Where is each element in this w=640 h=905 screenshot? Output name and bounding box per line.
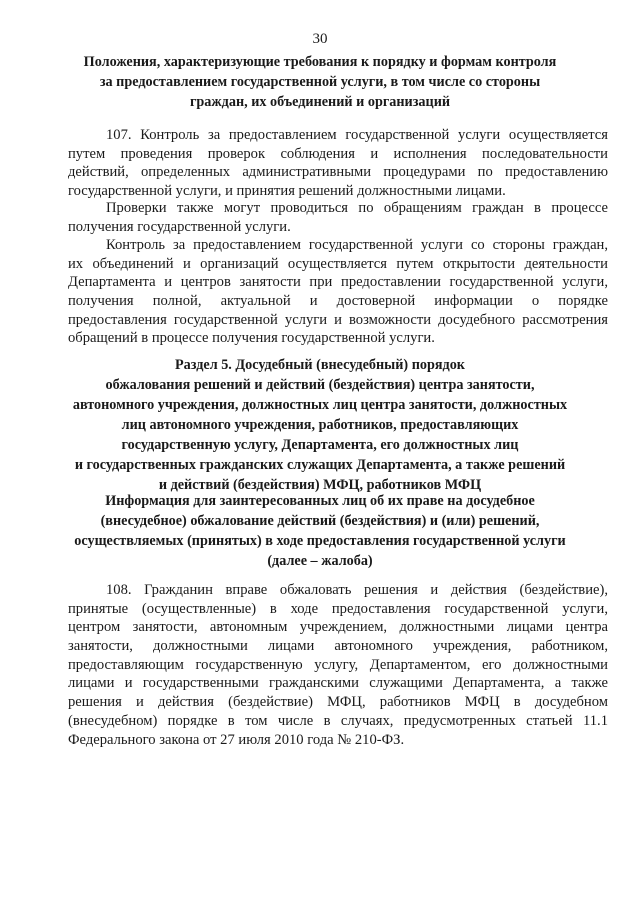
heading-line: граждан, их объединений и организаций <box>189 94 451 110</box>
heading-line: Информация для заинтересованных лиц об их праве на досудебное <box>105 493 535 509</box>
paragraph-line: центром занятости, автономным учреждением, должностными лицами центра <box>68 619 608 636</box>
heading-line: за предоставлением государственной услуги, в том числе со стороны <box>99 74 541 90</box>
paragraph-line: Федерального закона от 27 июля 2010 года № 210-ФЗ. <box>68 731 405 748</box>
page-number: 30 <box>312 31 328 47</box>
paragraph-line: получения государственной услуги. <box>68 218 291 235</box>
paragraph-line: решения и действия (бездействие) МФЦ, работников МФЦ в досудебном <box>68 694 608 711</box>
paragraph-line: Контроль за предоставлением государственной услуги со стороны граждан, <box>106 237 608 253</box>
heading-line: Положения, характеризующие требования к порядку и формам контроля <box>83 54 557 70</box>
heading-section-5 <box>68 355 572 495</box>
paragraph-line: 108. Гражданин вправе обжаловать решения и действия (бездействие), <box>106 582 608 598</box>
paragraph-line: государственной услуги, и принятия решений должностными лицами. <box>68 183 506 200</box>
paragraph-line: их объединений и организаций осуществляется путем открытости деятельности <box>68 255 608 272</box>
paragraph-line: занятости, должностными лицами автономного учреждения, работником, <box>68 638 608 655</box>
heading-line: и государственных гражданских служащих Департамента, а также решений <box>74 457 566 473</box>
heading-line: Раздел 5. Досудебный (внесудебный) порядок <box>175 357 465 373</box>
paragraph-line: получения полной, актуальной и достоверной информации о порядке <box>68 293 608 310</box>
paragraph-line: путем проведения проверок соблюдения и исполнения последовательности <box>68 145 608 162</box>
heading-complaint-info <box>68 491 572 571</box>
paragraph-line: предоставления государственной услуги и возможности досудебного рассмотрения <box>68 311 608 328</box>
heading-line: лиц автономного учреждения, работников, предоставляющих <box>121 417 519 433</box>
heading-line: автономного учреждения, должностных лиц центра занятости, должностных <box>72 397 568 413</box>
paragraph-line: обращений в процессе получения государственной услуги. <box>68 330 435 347</box>
paragraph-checks <box>68 199 608 236</box>
paragraph-line: 107. Контроль за предоставлением государственной услуги осуществляется <box>106 127 608 143</box>
heading-line: (внесудебное) обжалование действий (бездействия) и (или) решений, <box>100 513 540 529</box>
paragraph-108 <box>68 581 608 749</box>
paragraph-line: предоставляющим государственную услугу, Департаментом, его должностными <box>68 656 608 673</box>
paragraph-line: действий, определенных административными процедурами по предоставлению <box>68 164 608 181</box>
heading-control-provisions <box>68 52 572 112</box>
paragraph-line: лицами и государственными гражданскими служащими Департамента, а также <box>68 675 608 692</box>
paragraph-107 <box>68 126 608 201</box>
paragraph-line: Департамента и центров занятости при предоставлении государственной услуги, <box>68 274 608 291</box>
paragraph-line: принятые (осуществленные) в ходе предоставления государственной услуги, <box>68 600 608 617</box>
heading-line: осуществляемых (принятых) в ходе предоставления государственной услуги <box>74 533 566 549</box>
heading-line: и действий (бездействия) МФЦ, работников МФЦ <box>158 477 482 493</box>
paragraph-line: (внесудебном) порядке в том числе в случаях, предусмотренных статьей 11.1 <box>68 712 608 729</box>
heading-line: обжалования решений и действий (бездействия) центра занятости, <box>105 377 535 393</box>
heading-line: государственную услугу, Департамента, его должностных лиц <box>121 437 519 453</box>
paragraph-line: Проверки также могут проводиться по обращениям граждан в процессе <box>106 200 608 216</box>
heading-line: (далее – жалоба) <box>267 553 373 569</box>
paragraph-citizen-control <box>68 236 608 348</box>
